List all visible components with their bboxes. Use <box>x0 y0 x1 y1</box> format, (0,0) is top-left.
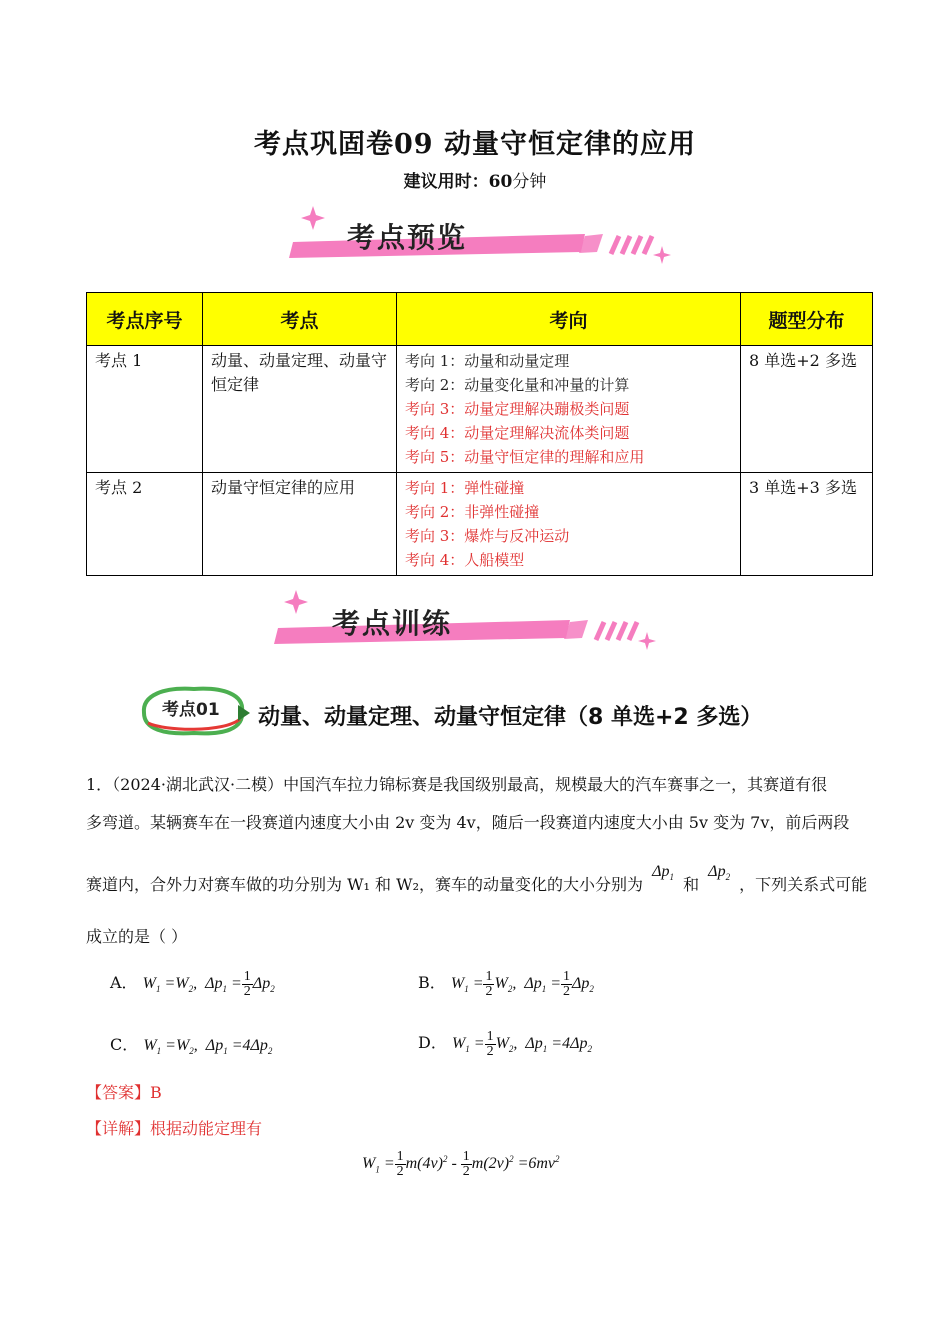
row-directions <box>397 473 741 576</box>
direction-item: 考向 1：动量和动量定理 <box>405 352 570 370</box>
row-id: 考点 2 <box>87 473 203 576</box>
direction-item: 考向 2：非弹性碰撞 <box>405 503 540 521</box>
suggested-time-label: 建议用时： <box>403 172 489 192</box>
header-direction: 考向 <box>397 293 741 346</box>
answer <box>86 1080 162 1103</box>
option-b[interactable] <box>418 970 594 999</box>
question-line: 多弯道。某辆赛车在一段赛道内速度大小由 2v 变为 4v，随后一段赛道内速度大小由 5v 变为 7v，前后两段 <box>86 813 850 832</box>
question-line: 成立的是（ ） <box>86 927 188 946</box>
option-b-formula: $W_1$ = $\frac{1}{2}$ $W_2$, $\Delta p_1$ = $\frac{1}{2}$ $\Delta p_2$ <box>450 969 594 999</box>
option-label: C． <box>110 1035 139 1054</box>
direction-item: 考向 3：动量定理解决蹦极类问题 <box>405 400 630 418</box>
option-c-formula: $W_1 =W_2$, $\Delta p_1 =4\Delta p_2$ <box>143 1037 273 1057</box>
row-distribution: 3 单选+3 多选 <box>741 473 873 576</box>
overview-table <box>86 292 873 576</box>
banner-decoration-icon <box>270 588 670 658</box>
question-line <box>86 863 868 896</box>
table-row <box>87 473 873 576</box>
direction-item: 考向 4：人船模型 <box>405 551 525 569</box>
suggested-time <box>0 167 950 192</box>
option-c[interactable] <box>110 1032 272 1056</box>
detail-text: 根据动能定理有 <box>150 1119 263 1138</box>
row-distribution: 8 单选+2 多选 <box>741 346 873 473</box>
page-title: 考点巩固卷09 动量守恒定律的应用 <box>254 129 696 160</box>
work-formula: $W_1$ = $\frac{1}{2}$ $m(4v)^2$ - $\frac{1}{2}$ $m(2v)^2 =6mv^2$ <box>362 1149 560 1179</box>
row-directions <box>397 346 741 473</box>
option-label: D． <box>418 1033 447 1053</box>
direction-item: 考向 1：弹性碰撞 <box>405 479 525 497</box>
option-a[interactable] <box>110 970 275 999</box>
question-text: 和 <box>683 875 700 894</box>
header-id: 考点序号 <box>87 293 203 346</box>
row-topic: 动量、动量定理、动量守恒定律 <box>203 346 397 473</box>
table-header-row <box>87 293 873 346</box>
direction-item: 考向 4：动量定理解决流体类问题 <box>405 424 630 442</box>
option-d[interactable] <box>418 1030 592 1059</box>
table-row <box>87 346 873 473</box>
option-label: B． <box>418 973 446 993</box>
suggested-time-value: 60 <box>488 172 513 192</box>
answer-label: 【答案】 <box>86 1083 151 1102</box>
option-d-formula: $W_1$ = $\frac{1}{2}$ $W_2$, $\Delta p_1 =4\Delta p_2$ <box>451 1029 592 1059</box>
formula-dp2: $\Delta p_2$ <box>708 863 731 883</box>
header-topic: 考点 <box>203 293 397 346</box>
detail <box>86 1116 262 1139</box>
banner-preview-text: 考点预览 <box>347 221 468 254</box>
question-line: 1．（2024·湖北武汉·二模）中国汽车拉力锦标赛是我国级别最高，规模最大的汽车赛事之一，其赛道有很 <box>86 775 828 794</box>
banner-preview <box>285 202 685 272</box>
badge-text: 考点01 <box>162 700 220 720</box>
direction-item: 考向 2：动量变化量和冲量的计算 <box>405 376 630 394</box>
section-title: 动量、动量定理、动量守恒定律（8 单选+2 多选） <box>258 705 763 730</box>
option-a-formula: $W_1 =W_2$, $\Delta p_1$ = $\frac{1}{2}$ $\Delta p_2$ <box>142 969 275 999</box>
direction-item: 考向 5：动量守恒定律的理解和应用 <box>405 448 645 466</box>
banner-training <box>270 588 670 658</box>
banner-training-text: 考点训练 <box>332 607 453 640</box>
question-text: 赛道内，合外力对赛车做的功分别为 W₁ 和 W₂，赛车的动量变化的大小分别为 <box>86 875 643 894</box>
detail-label: 【详解】 <box>86 1119 151 1138</box>
banner-decoration-icon <box>285 202 685 272</box>
formula-dp1: $\Delta p_1$ <box>652 863 674 883</box>
option-label: A． <box>110 973 138 993</box>
suggested-time-unit: 分钟 <box>512 172 547 192</box>
answer-value: B <box>150 1083 162 1102</box>
header-distribution: 题型分布 <box>741 293 873 346</box>
row-id: 考点 1 <box>87 346 203 473</box>
row-topic: 动量守恒定律的应用 <box>203 473 397 576</box>
question-text: ，下列关系式可能 <box>739 875 868 894</box>
direction-item: 考向 3：爆炸与反冲运动 <box>405 527 570 545</box>
section-badge <box>134 683 254 741</box>
